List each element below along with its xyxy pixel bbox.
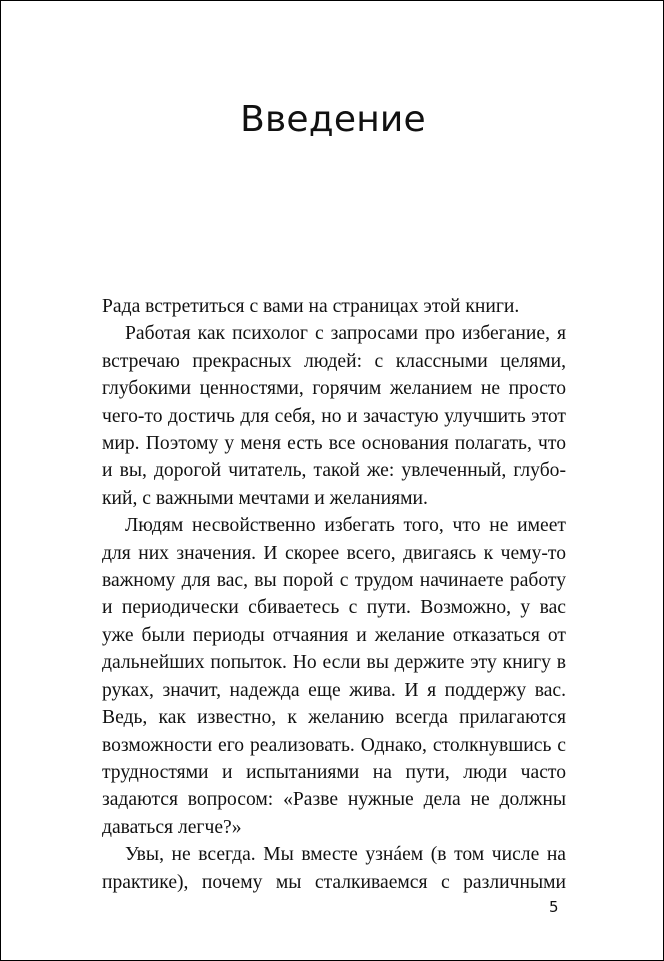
paragraph: Увы, не всегда. Мы вместе узнáем (в том числе на практике), почему мы сталкиваемся с различными: [102, 844, 566, 893]
chapter-title: Введение: [240, 99, 426, 140]
page-number: 5: [549, 898, 559, 916]
paragraph: Людям несвойственно избегать того, что не имеет для них значения. И скорее всего, двигаясь к чему-то важному для вас, вы порой с трудом начинаете работу и периодически сбиваетесь с пути. Возможно, у вас уже были периоды отчаяния и желание отказаться от дальнейших попыток. Но если вы держите эту книгу в руках, значит, надежда еще жива. И я поддержу вас. Ведь, как известно, к желанию всегда прилагаются возможности его реализовать. Однако, столкнувшись с трудностями и испытаниями на пути, люди часто задаются вопросом: «Разве нужные дела не должны даваться легче?»: [102, 515, 566, 838]
paragraph: Рада встретиться с вами на страницах этой книги.: [102, 296, 520, 317]
paragraph: Работая как психолог с запросами про избегание, я встречаю прекрасных людей: с классными целями, глубокими ценностями, горячим желанием не просто чего-то достичь для себя, но и зачастую улучшить этот мир. Поэтому у меня есть все основания полагать, что и вы, дорогой читатель, такой же: увлеченный, глубокий, с важными мечтами и желаниями.: [102, 323, 566, 509]
body-text: [102, 293, 566, 896]
